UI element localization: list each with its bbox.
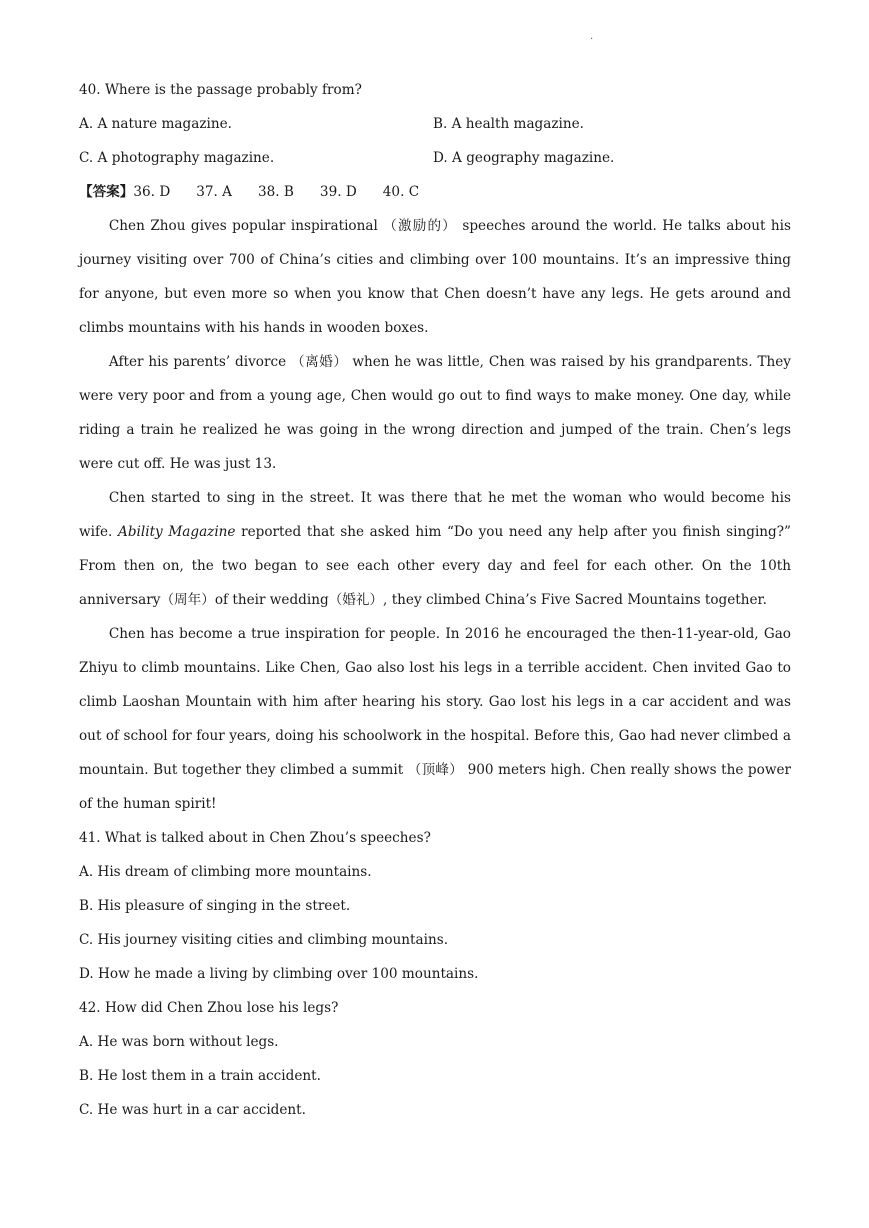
q41-option-b: B. His pleasure of singing in the street. xyxy=(79,898,351,914)
q41-option-a: A. His dream of climbing more mountains. xyxy=(79,864,372,880)
q42-option-c: C. He was hurt in a car accident. xyxy=(79,1102,306,1118)
q42-question: 42. How did Chen Zhou lose his legs? xyxy=(79,1000,339,1016)
answer-item: 40. C xyxy=(382,184,420,200)
q41-option-d: D. How he made a living by climbing over 100 mountains. xyxy=(79,966,479,982)
q42-option-a: A. He was born without legs. xyxy=(79,1034,279,1050)
answer-item: 37. A xyxy=(196,184,232,200)
p3-text-end: reported that she asked him “Do you need any help after you finish singing?” From then on, the two began to see each other every day and feel for each other. On the 10th anniversary（周年）of their wedding（婚礼）, they climbed China’s Five Sacred Mountains together. xyxy=(79,524,791,608)
q40-question: 40. Where is the passage probably from? xyxy=(79,82,362,98)
q40-option-d: D. A geography magazine. xyxy=(433,150,615,166)
passage-paragraph-4: Chen has become a true inspiration for people. In 2016 he encouraged the then-11-year-old, Gao Zhiyu to climb mountains. Like Chen, Gao also lost his legs in a terrible accident. Chen invited Gao to climb Laoshan Mountain with him after hearing his story. Gao lost his legs in a car accident and was out of school for four years, doing his schoolwork in the hospital. Before this, Gao had never climbed a mountain. But together they climbed a summit （顶峰） 900 meters high. Chen really shows the power of the human spirit! xyxy=(79,626,791,812)
q42-option-b: B. He lost them in a train accident. xyxy=(79,1068,321,1084)
q40-options-row-1 xyxy=(79,107,791,141)
p3-text-start: Chen started to sing in the street. It was there that he met the woman who would become his wife. xyxy=(79,490,791,540)
passage-paragraph-3 xyxy=(79,481,791,617)
q41-question: 41. What is talked about in Chen Zhou’s speeches? xyxy=(79,830,431,846)
document-content xyxy=(79,73,791,1127)
answer-tag: 【答案】 xyxy=(79,184,134,200)
answer-item: 38. B xyxy=(257,184,294,200)
q41-option-c: C. His journey visiting cities and climbing mountains. xyxy=(79,932,449,948)
q40-options-row-2 xyxy=(79,141,791,175)
answer-item: 36. D xyxy=(133,184,171,200)
passage-paragraph-2: After his parents’ divorce （离婚） when he was little, Chen was raised by his grandparents. They were very poor and from a young age, Chen would go out to find ways to make money. One day, while riding a train he realized he was going in the wrong direction and jumped of the train. Chen’s legs were cut off. He was just 13. xyxy=(79,354,791,472)
passage-paragraph-1: Chen Zhou gives popular inspirational （激励的） speeches around the world. He talks about his journey visiting over 700 of China’s cities and climbing over 100 mountains. It’s an impressive thing for anyone, but even more so when you know that Chen doesn’t have any legs. He gets around and climbs mountains with his hands in wooden boxes. xyxy=(79,218,791,336)
answer-key xyxy=(79,175,791,209)
magazine-title: Ability Magazine xyxy=(118,524,236,540)
q40-option-c: C. A photography magazine. xyxy=(79,150,275,166)
q40-option-b: B. A health magazine. xyxy=(433,116,584,132)
q40-option-a: A. A nature magazine. xyxy=(79,116,232,132)
answer-item: 39. D xyxy=(319,184,357,200)
header-mark: . xyxy=(590,31,594,42)
